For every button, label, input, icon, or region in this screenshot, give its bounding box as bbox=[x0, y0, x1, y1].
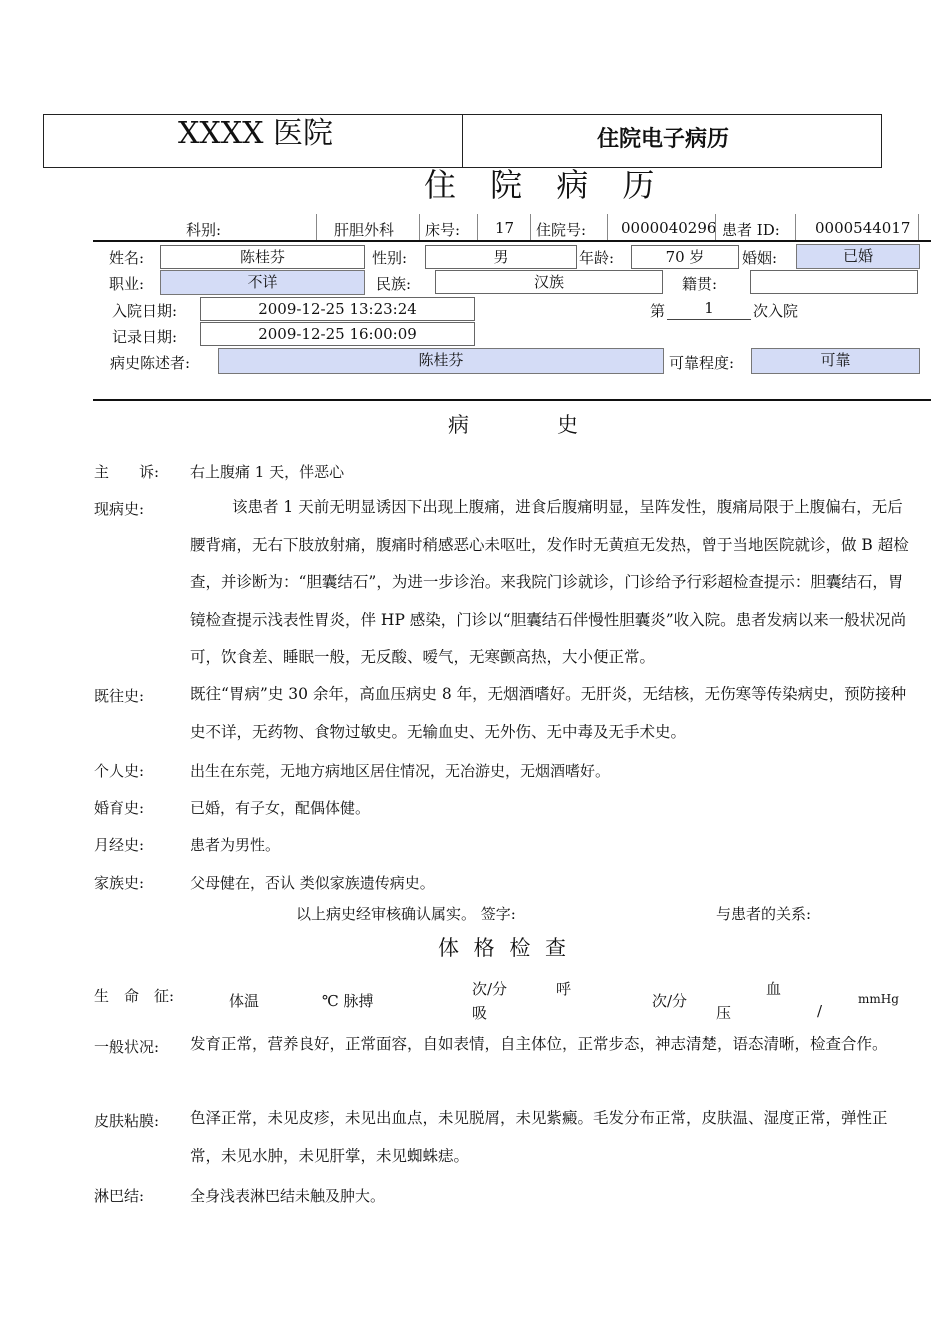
bp-label-b: 压 bbox=[716, 1004, 732, 1022]
bed-label: 床号: bbox=[425, 221, 461, 239]
admission-no-label: 住院号: bbox=[536, 221, 587, 239]
document-type: 住院电子病历 bbox=[597, 127, 730, 152]
general-condition-label: 一般状况: bbox=[94, 1038, 160, 1056]
divider bbox=[715, 214, 716, 240]
admission-no-value: 0000040296 bbox=[621, 219, 717, 237]
present-illness-label: 现病史: bbox=[94, 500, 145, 518]
section-rule bbox=[93, 399, 931, 401]
dept-value: 肝胆外科 bbox=[334, 221, 395, 239]
pulse-unit: 次/分 bbox=[472, 980, 508, 998]
family-history-label: 家族史: bbox=[94, 874, 145, 892]
narrator-field[interactable]: 陈桂芬 bbox=[218, 348, 664, 374]
ethnic-label: 民族: bbox=[376, 275, 412, 293]
personal-history-label: 个人史: bbox=[94, 762, 145, 780]
dept-label: 科别: bbox=[186, 221, 222, 239]
divider bbox=[419, 214, 420, 240]
marriage-history: 已婚，有子女，配偶体健。 bbox=[190, 799, 371, 817]
admit-count-prefix: 第 bbox=[650, 302, 666, 320]
name-label: 姓名: bbox=[109, 249, 145, 267]
patient-id-value: 0000544017 bbox=[815, 219, 911, 237]
divider bbox=[607, 214, 608, 240]
admit-date-field[interactable]: 2009-12-25 13:23:24 bbox=[200, 297, 475, 321]
marital-field[interactable]: 已婚 bbox=[796, 244, 920, 269]
admit-count-field[interactable]: 1 bbox=[667, 297, 751, 320]
skin-mucosa-label: 皮肤粘膜: bbox=[94, 1112, 160, 1130]
sex-label: 性别: bbox=[372, 249, 408, 267]
native-label: 籍贯: bbox=[682, 275, 718, 293]
past-history-label: 既往史: bbox=[94, 687, 145, 705]
resp-unit: 次/分 bbox=[652, 992, 688, 1010]
admit-count-suffix: 次入院 bbox=[753, 302, 799, 320]
family-history: 父母健在，否认 类似家族遗传病史。 bbox=[190, 874, 435, 892]
divider bbox=[795, 214, 796, 240]
patient-id-label: 患者 ID: bbox=[722, 221, 780, 239]
hospital-name: XXXX 医院 bbox=[178, 116, 333, 151]
job-label: 职业: bbox=[109, 275, 145, 293]
lymph-nodes: 全身浅表淋巴结未触及肿大。 bbox=[190, 1187, 386, 1205]
relation-label: 与患者的关系: bbox=[716, 905, 812, 923]
admit-date-label: 入院日期: bbox=[112, 302, 178, 320]
native-field[interactable] bbox=[750, 270, 918, 294]
past-history: 既往“胃病”史 30 余年，高血压病史 8 年，无烟酒嗜好。无肝炎，无结核，无伤寒等传染病史，预防接种史不详，无药物、食物过敏史。无输血史、无外伤、无中毒及无手术史。 bbox=[190, 685, 907, 741]
reliability-label: 可靠程度: bbox=[669, 354, 735, 372]
temp-label: 体温 bbox=[229, 992, 260, 1010]
lymph-nodes-label: 淋巴结: bbox=[94, 1187, 145, 1205]
age-label: 年龄: bbox=[579, 249, 615, 267]
sex-field[interactable]: 男 bbox=[425, 245, 577, 269]
name-field[interactable]: 陈桂芬 bbox=[160, 245, 365, 269]
ethnic-field[interactable]: 汉族 bbox=[435, 270, 663, 294]
info-top-rule bbox=[93, 240, 931, 242]
age-field[interactable]: 70 岁 bbox=[631, 245, 739, 269]
page-title: 住 院 病 历 bbox=[424, 166, 667, 204]
bed-value: 17 bbox=[495, 219, 515, 237]
exam-title: 体 格 检 查 bbox=[438, 936, 571, 960]
menstrual-history: 患者为男性。 bbox=[190, 836, 281, 854]
resp-label-a: 呼 bbox=[556, 980, 572, 998]
history-title-1: 病 bbox=[448, 413, 469, 437]
record-date-label: 记录日期: bbox=[112, 328, 178, 346]
divider bbox=[316, 214, 317, 240]
marriage-history-label: 婚育史: bbox=[94, 799, 145, 817]
divider bbox=[918, 214, 919, 240]
divider bbox=[530, 214, 531, 240]
reliability-field[interactable]: 可靠 bbox=[751, 348, 920, 374]
confirmation-text: 以上病史经审核确认属实。 签字: bbox=[296, 905, 516, 923]
divider bbox=[477, 214, 478, 240]
vitals-label: 生 命 征: bbox=[94, 987, 175, 1005]
job-field[interactable]: 不详 bbox=[160, 270, 365, 295]
temp-unit-pulse-label: ℃ 脉搏 bbox=[322, 992, 374, 1010]
bp-label-a: 血 bbox=[766, 980, 782, 998]
menstrual-history-label: 月经史: bbox=[94, 836, 145, 854]
skin-mucosa: 色泽正常，未见皮疹，未见出血点，未见脱屑，未见紫癜。毛发分布正常，皮肤温、湿度正常，弹性正常，未见水肿，未见肝掌，未见蜘蛛痣。 bbox=[190, 1109, 888, 1165]
chief-complaint: 右上腹痛 1 天，伴恶心 bbox=[190, 463, 345, 481]
chief-complaint-label: 主 诉: bbox=[94, 463, 160, 481]
marital-label: 婚姻: bbox=[742, 249, 778, 267]
record-date-field[interactable]: 2009-12-25 16:00:09 bbox=[200, 322, 475, 346]
personal-history: 出生在东莞，无地方病地区居住情况，无冶游史，无烟酒嗜好。 bbox=[190, 762, 611, 780]
bp-unit: mmHg bbox=[858, 992, 899, 1006]
present-illness: 该患者 1 天前无明显诱因下出现上腹痛，进食后腹痛明显，呈阵发性，腹痛局限于上腹偏右，无后腰背痛，无右下肢放射痛，腹痛时稍感恶心未呕吐，发作时无黄疸无发热，曾于当地医院就诊，做 B 超检查，并诊断为：“胆囊结石”，为进一步诊治。来我院门诊就诊，门诊给予行彩超检查提示：胆囊结石，胃镜检查提示浅表性胃炎，伴 HP 感染，门诊以“胆囊结石伴慢性胆囊炎”收入院。患者发病以来一般状况尚可，饮食差、睡眠一般，无反酸、嗳气，无寒颤高热，大小便正常。 bbox=[190, 498, 909, 666]
history-title-2: 史 bbox=[557, 413, 578, 437]
general-condition: 发育正常，营养良好，正常面容，自如表情，自主体位，正常步态，神志清楚，语态清晰，检查合作。 bbox=[190, 1035, 888, 1053]
narrator-label: 病史陈述者: bbox=[110, 354, 191, 372]
bp-separator: / bbox=[817, 1002, 823, 1020]
resp-label-b: 吸 bbox=[472, 1004, 488, 1022]
